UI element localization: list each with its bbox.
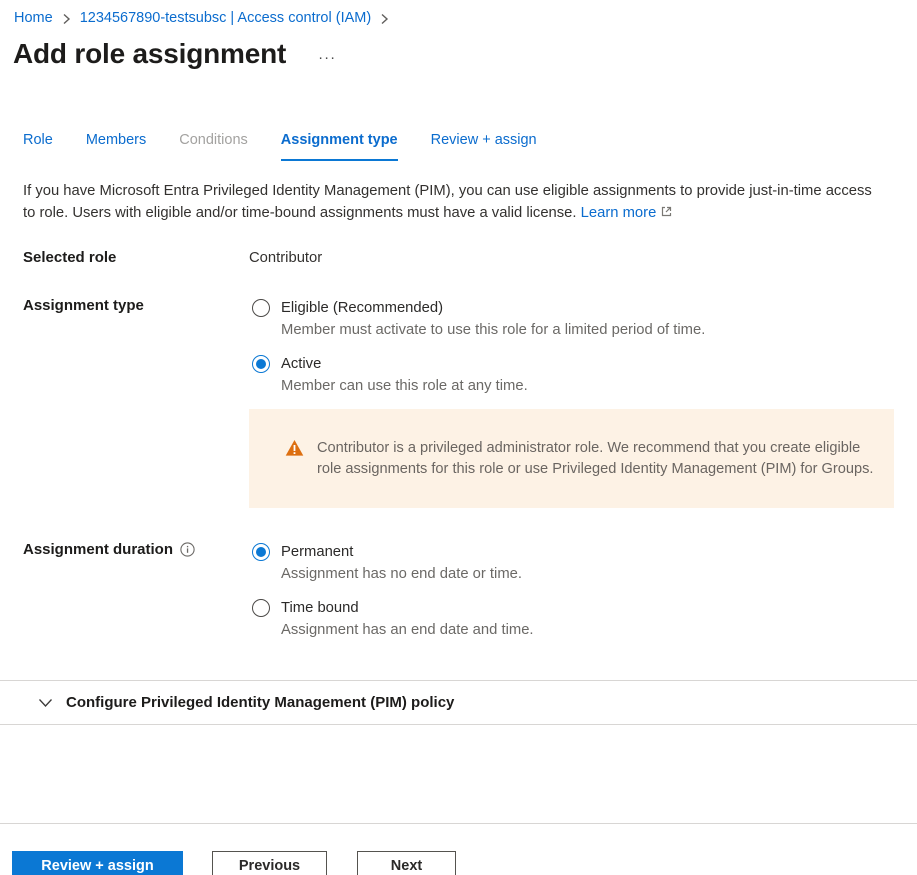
- more-options-button[interactable]: ···: [318, 48, 337, 66]
- radio-desc-permanent: Assignment has no end date or time.: [281, 566, 522, 582]
- radio-desc-eligible: Member must activate to use this role for a limited period of time.: [281, 322, 706, 338]
- assignment-type-row: [0, 297, 917, 508]
- radio-desc-active: Member can use this role at any time.: [281, 378, 528, 394]
- tab-review-assign[interactable]: Review + assign: [430, 132, 537, 148]
- pim-policy-title: Configure Privileged Identity Management (PIM) policy: [66, 694, 455, 711]
- intro-text: [23, 181, 883, 225]
- warning-message-bar: [249, 409, 894, 508]
- selected-role-label: Selected role: [23, 249, 117, 266]
- next-button[interactable]: Next: [357, 851, 456, 875]
- learn-more-link[interactable]: [581, 205, 674, 221]
- breadcrumb-home-link[interactable]: Home: [14, 10, 53, 26]
- assignment-type-label: Assignment type: [23, 297, 144, 314]
- footer-action-bar: [0, 824, 917, 875]
- learn-more-label: Learn more: [580, 204, 657, 221]
- radio-option-active[interactable]: [249, 353, 917, 397]
- chevron-right-icon: [380, 13, 389, 25]
- breadcrumb: [0, 0, 917, 26]
- warning-text: Contributor is a privileged administrator role. We recommend that you create eligible role assignments for this role or use Privileged Identity Management (PIM) for Groups.: [317, 440, 874, 477]
- tab-assignment-type[interactable]: Assignment type: [281, 132, 398, 161]
- breadcrumb-subscription-link[interactable]: 1234567890-testsubsc | Access control (IAM): [79, 10, 372, 26]
- tab-bar: [0, 132, 917, 161]
- pim-policy-expander[interactable]: [0, 680, 917, 725]
- radio-label-eligible[interactable]: Eligible (Recommended): [281, 300, 444, 316]
- radio-option-eligible[interactable]: [249, 297, 917, 341]
- previous-button[interactable]: Previous: [212, 851, 327, 875]
- assignment-duration-row: [0, 541, 917, 653]
- selected-role-row: [0, 249, 917, 266]
- warning-icon: [285, 439, 304, 480]
- intro-text-body: If you have Microsoft Entra Privileged Identity Management (PIM), you can use eligible assignments to provide just-in-time access to role. Users with eligible and/or time-bound assignments must have a valid license.: [23, 183, 872, 221]
- radio-button-eligible[interactable]: [252, 299, 270, 317]
- title-row: [0, 26, 917, 70]
- radio-option-time-bound[interactable]: [249, 597, 917, 641]
- radio-option-permanent[interactable]: [249, 541, 917, 585]
- assignment-duration-label: Assignment duration: [23, 541, 174, 558]
- radio-desc-time-bound: Assignment has an end date and time.: [281, 622, 534, 638]
- tab-members[interactable]: Members: [85, 132, 147, 148]
- radio-button-permanent[interactable]: [252, 543, 270, 561]
- page-title: Add role assignment: [13, 38, 287, 69]
- radio-button-time-bound[interactable]: [252, 599, 270, 617]
- radio-label-permanent[interactable]: Permanent: [281, 544, 354, 560]
- radio-label-time-bound[interactable]: Time bound: [281, 600, 359, 616]
- tab-conditions: Conditions: [179, 132, 248, 148]
- chevron-right-icon: [62, 13, 71, 25]
- tab-role[interactable]: Role: [23, 132, 53, 148]
- radio-button-active[interactable]: [252, 355, 270, 373]
- chevron-down-icon[interactable]: [38, 698, 53, 708]
- external-link-icon: [660, 204, 673, 226]
- selected-role-value: Contributor: [249, 250, 323, 266]
- radio-label-active[interactable]: Active: [281, 356, 322, 372]
- review-assign-button[interactable]: Review + assign: [12, 851, 183, 875]
- info-icon[interactable]: [180, 542, 195, 557]
